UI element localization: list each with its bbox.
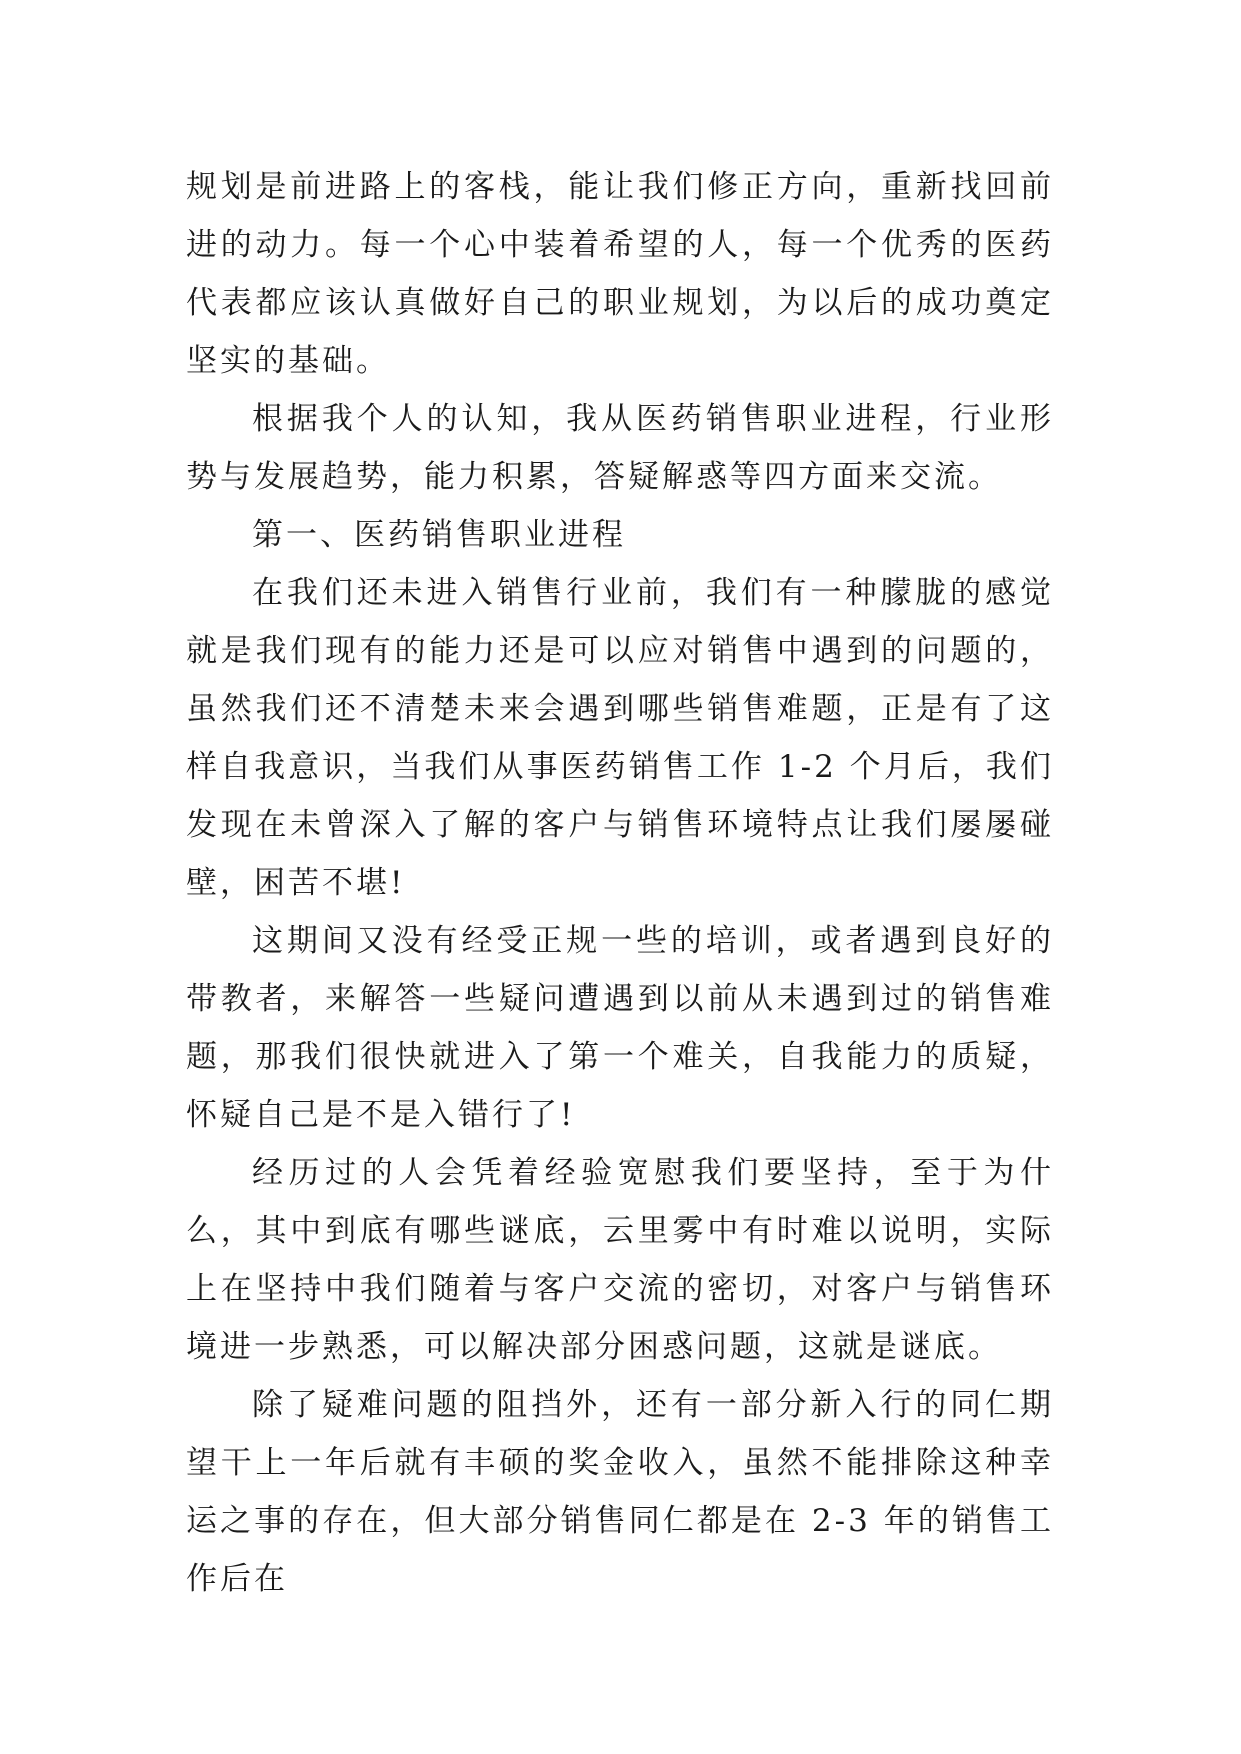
paragraph-body: 这期间又没有经受正规一些的培训，或者遇到良好的带教者，来解答一些疑问遭遇到以前从未遇到过的销售难题，那我们很快就进入了第一个难关，自我能力的质疑，怀疑自己是不是入错行了! [186,923,1054,1133]
paragraph-overview: 根据我个人的认知，我从医药销售职业进程，行业形势与发展趋势，能力积累，答疑解惑等四方面来交流。 [186,401,1054,495]
paragraph-body: 除了疑难问题的阻挡外，还有一部分新入行的同仁期望干上一年后就有丰硕的奖金收入，虽然不能排除这种幸运之事的存在，但大部分销售同仁都是在 2-3 年的销售工作后在 [186,1387,1054,1597]
paragraph-intro: 规划是前进路上的客栈，能让我们修正方向，重新找回前进的动力。每一个心中装着希望的人，每一个优秀的医药代表都应该认真做好自己的职业规划，为以后的成功奠定坚实的基础。 [186,169,1054,379]
document-body [186,158,1054,1608]
paragraph-body: 在我们还未进入销售行业前，我们有一种朦胧的感觉就是我们现有的能力还是可以应对销售中遇到的问题的，虽然我们还不清楚未来会遇到哪些销售难题，正是有了这样自我意识，当我们从事医药销售工作 1-2 个月后，我们发现在未曾深入了解的客户与销售环境特点让我们屡屡碰壁，困苦不堪! [186,575,1054,901]
paragraph-body: 经历过的人会凭着经验宽慰我们要坚持，至于为什么，其中到底有哪些谜底，云里雾中有时难以说明，实际上在坚持中我们随着与客户交流的密切，对客户与销售环境进一步熟悉，可以解决部分困惑问题，这就是谜底。 [186,1155,1054,1365]
section-heading: 第一、医药销售职业进程 [252,517,626,553]
